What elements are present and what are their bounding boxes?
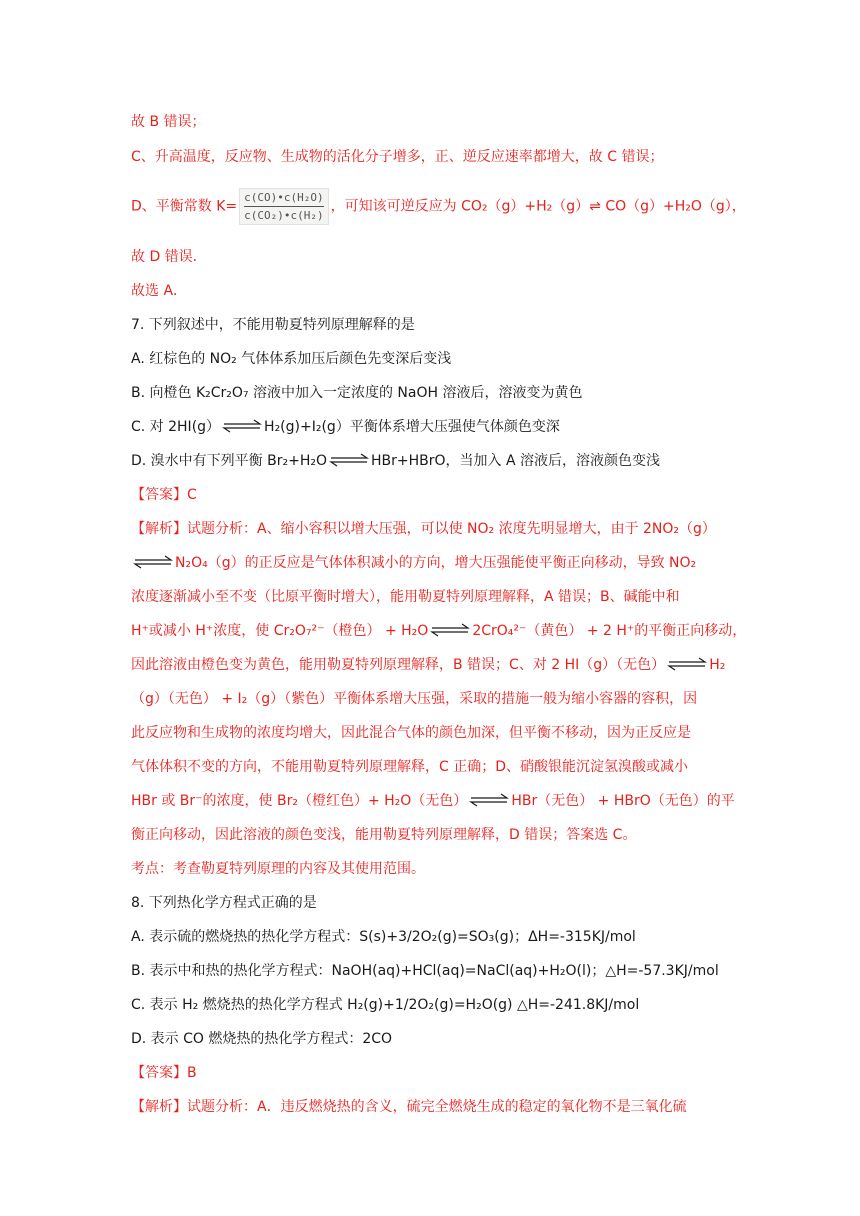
text-segment: ，可知该可逆反应为 CO₂（g）+H₂（g）⇌ CO（g）+H₂O（g）， — [330, 198, 746, 215]
question-7-option-a: A. 红棕色的 NO₂ 气体体系加压后颜色先变深后变浅 — [131, 351, 452, 367]
explanation-line: 气体体积不变的方向，不能用勒夏特列原理解释，C 正确；D、硝酸银能沉淀氢溴酸或减小 — [131, 759, 689, 775]
text-segment: HBr（无色） + HBrO（无色）的平 — [511, 793, 735, 809]
question-8-option-b: B. 表示中和热的热化学方程式：NaOH(aq)+HCl(aq)=NaCl(aq)+H₂O(l)；△H=-57.3KJ/mol — [131, 963, 719, 979]
explanation-line — [131, 621, 746, 641]
question-7-option-d — [131, 451, 660, 471]
question-7-option-c — [131, 417, 560, 437]
explanation-line: （g）（无色） + I₂（g）（紫色）平衡体系增大压强，采取的措施一般为缩小容器的容积，因 — [131, 691, 698, 707]
text-line: 故 D 错误． — [131, 249, 207, 265]
text-segment: C. 对 2HI(g） — [131, 419, 221, 435]
explanation-line — [131, 791, 735, 811]
text-line-formula — [131, 188, 746, 225]
equilibrium-arrow-icon — [222, 419, 262, 433]
text-segment: H⁺或减小 H⁺浓度，使 Cr₂O₇²⁻（橙色） + H₂O — [131, 623, 429, 639]
text-segment: HBr 或 Br⁻的浓度，使 Br₂（橙红色）+ H₂O（无色） — [131, 793, 468, 809]
explanation-line: 衡正向移动，因此溶液的颜色变浅，能用勒夏特列原理解释，D 错误；答案选 C。 — [131, 827, 637, 843]
equilibrium-arrow-icon — [329, 453, 369, 467]
question-8-option-c: C. 表示 H₂ 燃烧热的热化学方程式 H₂(g)+1/2O₂(g)=H₂O(g) △H=-241.8KJ/mol — [131, 997, 640, 1013]
answer-8: 【答案】B — [131, 1065, 197, 1081]
answer-7: 【答案】C — [131, 487, 197, 503]
question-7-option-b: B. 向橙色 K₂Cr₂O₇ 溶液中加入一定浓度的 NaOH 溶液后，溶液变为黄色 — [131, 385, 583, 401]
question-8-option-d: D. 表示 CO 燃烧热的热化学方程式：2CO — [131, 1031, 393, 1047]
fraction-numerator: c(CO)•c(H₂O) — [244, 191, 324, 204]
text-line: 故 B 错误； — [131, 114, 206, 130]
equilibrium-arrow-icon — [430, 623, 470, 637]
text-segment: D、平衡常数 K= — [131, 198, 238, 215]
fraction-denominator: c(CO₂)•c(H₂) — [244, 209, 324, 222]
text-segment: D. 溴水中有下列平衡 Br₂+H₂O — [131, 453, 327, 469]
fraction-bar — [244, 206, 323, 207]
text-segment: 试题分析：A．违反燃烧热的含义，硫完全燃烧生成的稳定的氧化物不是三氧化硫 — [187, 1099, 687, 1115]
explanation-line — [131, 553, 696, 573]
question-8-option-a: A. 表示硫的燃烧热的热化学方程式：S(s)+3/2O₂(g)=SO₃(g)；ΔH=-315KJ/mol — [131, 929, 636, 945]
question-8-title: 8. 下列热化学方程式正确的是 — [131, 895, 317, 911]
text-line: C、升高温度，反应物、生成物的活化分子增多，正、逆反应速率都增大，故 C 错误； — [131, 149, 664, 165]
text-line: 故选 A． — [131, 283, 188, 299]
text-segment: HBr+HBrO，当加入 A 溶液后，溶液颜色变浅 — [371, 453, 661, 469]
equilibrium-constant-fraction — [239, 188, 328, 225]
explanation-line: 【解析】试题分析：A、缩小容积以增大压强，可以使 NO₂ 浓度先明显增大，由于 2NO₂（g） — [131, 521, 716, 537]
text-segment: H₂ — [709, 657, 726, 673]
text-segment: N₂O₄（g）的正反应是气体体积减小的方向，增大压强能使平衡正向移动，导致 NO₂ — [175, 555, 697, 571]
equilibrium-arrow-icon — [133, 555, 173, 569]
explanation-line — [131, 655, 725, 675]
explanation-line: 此反应物和生成物的浓度均增大，因此混合气体的颜色加深，但平衡不移动，因为正反应是 — [131, 725, 691, 741]
equilibrium-arrow-icon — [667, 657, 707, 671]
explanation-line — [131, 1097, 687, 1117]
text-segment: 2CrO₄²⁻（黄色） + 2 H⁺的平衡正向移动， — [472, 623, 747, 639]
key-point-7: 考点：考查勒夏特列原理的内容及其使用范围。 — [131, 861, 425, 877]
equilibrium-arrow-icon — [469, 793, 509, 807]
text-segment: H₂(g)+I₂(g）平衡体系增大压强使气体颜色变深 — [264, 419, 560, 435]
question-7-title: 7. 下列叙述中，不能用勒夏特列原理解释的是 — [131, 317, 415, 333]
explanation-line: 浓度逐渐减小至不变（比原平衡时增大），能用勒夏特列原理解释，A 错误；B、碱能中和 — [131, 589, 680, 605]
text-segment: 【解析】 — [131, 1099, 187, 1115]
text-segment: 因此溶液由橙色变为黄色，能用勒夏特列原理解释，B 错误；C、对 2 HI（g）（无色） — [131, 657, 666, 673]
